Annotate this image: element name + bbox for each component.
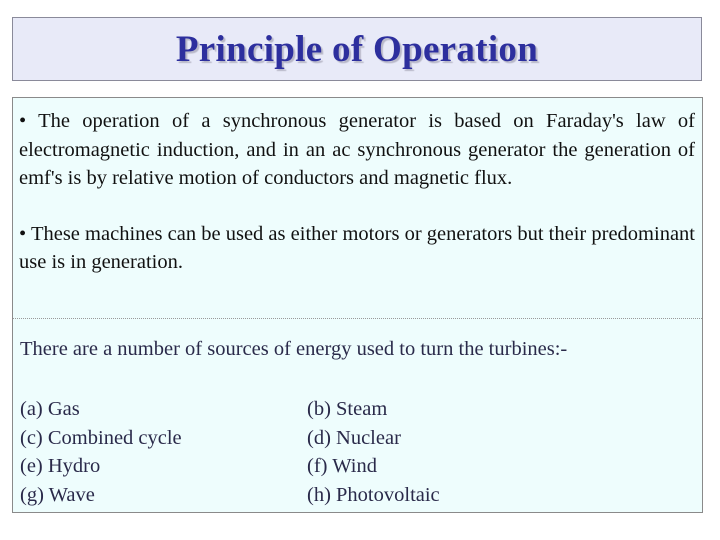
title-box bbox=[12, 17, 702, 81]
source-item: (d) Nuclear bbox=[307, 426, 401, 449]
slide-title: Principle of Operation bbox=[175, 28, 539, 70]
source-item: (f) Wind bbox=[307, 455, 377, 478]
source-item: (b) Steam bbox=[307, 398, 388, 420]
sources-intro: There are a number of sources of energy used to turn the turbines:- bbox=[20, 338, 568, 360]
energy-sources-list bbox=[20, 395, 680, 510]
source-item: (c) Combined cycle bbox=[20, 426, 182, 449]
bullet-item: • These machines can be used as either motors or generators but their predominant use is in generation. bbox=[19, 222, 695, 273]
bullet-list bbox=[19, 107, 695, 277]
source-item: (a) Gas bbox=[20, 398, 80, 420]
section-divider bbox=[13, 318, 702, 319]
source-item: (g) Wave bbox=[20, 484, 95, 507]
bullet-item: • The operation of a synchronous generator is based on Faraday's law of electromagnetic induction, and in an ac synchronous generator the generation of emf's is by relative motion of conductors and magnetic flux. bbox=[19, 110, 695, 189]
content-box bbox=[12, 97, 703, 513]
source-item: (e) Hydro bbox=[20, 455, 101, 478]
source-item: (h) Photovoltaic bbox=[307, 484, 440, 507]
